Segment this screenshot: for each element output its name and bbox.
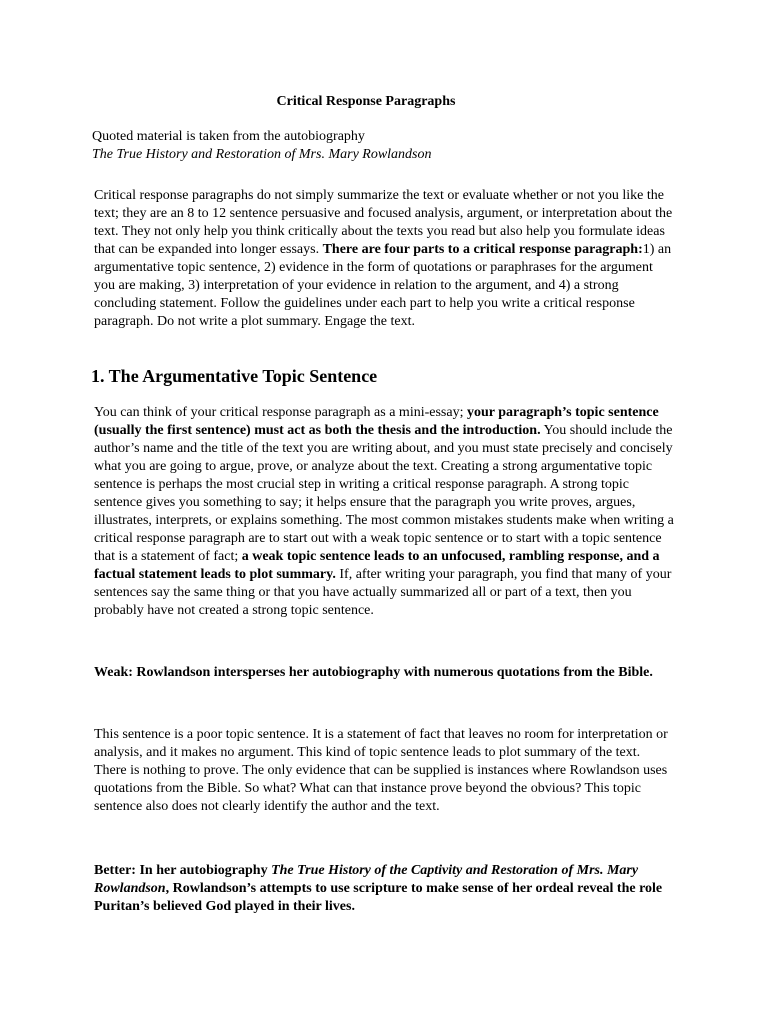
weak-explanation-paragraph: This sentence is a poor topic sentence. It is a statement of fact that leaves no room for interpretation or analysis, and it makes no argument. This kind of topic sentence leads to plot summary of the text. There is nothing to prove. The only evidence that can be supplied is instances where Rowlandson uses quotations from the Bible. So what? What can that instance prove beyond the obvious? This topic sentence also does not clearly identify the author and the text. (94, 727, 668, 814)
document-title: Critical Response Paragraphs (276, 94, 456, 109)
source-note-line: Quoted material is taken from the autobiography (92, 129, 365, 144)
intro-paragraph (94, 187, 674, 331)
intro-bold-text: There are four parts to a critical response paragraph: (322, 242, 643, 257)
topic-text-continued: You should include the author’s name and the title of the text you are writing about, and you must state precisely and concisely what you are going to argue, prove, or analyze about the text. Creating a strong argumentative topic sentence is perhaps the most crucial step in writing a critical response paragraph. A strong topic sentence gives you something to say; it helps ensure that the paragraph you write proves, argues, illustrates, interprets, or explains something. The most common mistakes students make when writing a critical response paragraph are to start out with a weak topic sentence or to start with a topic sentence that is a statement of fact; (94, 423, 674, 564)
better-text: Better: In her autobiography (94, 863, 272, 878)
topic-sentence-paragraph (94, 404, 674, 620)
weak-example: Weak: Rowlandson intersperses her autobiography with numerous quotations from the Bible. (94, 665, 653, 680)
intro-text: Critical response paragraphs do not simply summarize the text or evaluate whether or not you like the text; they are an 8 to 12 sentence persuasive and focused analysis, argument, or interpretation about the text. They not only help you think critically about the texts you read but also help you formulate ideas that can be expanded into longer essays. (94, 188, 673, 257)
topic-text-end: If, after writing your paragraph, you find that many of your sentences say the same thing or that you have actually summarized all or part of a text, then you probably have not created a strong topic sentence. (94, 567, 672, 618)
source-note (92, 128, 692, 164)
better-example (94, 862, 674, 916)
intro-text-continued: 1) an argumentative topic sentence, 2) evidence in the form of quotations or paraphrases for the argument you are making, 3) interpretation of your evidence in relation to the argument, and 4) a strong concluding statement. Follow the guidelines under each part to help you write a critical response paragraph. Do not write a plot summary. Engage the text. (94, 242, 672, 329)
section-heading: 1. The Argumentative Topic Sentence (91, 366, 378, 386)
source-book-title: The True History and Restoration of Mrs. Mary Rowlandson (92, 147, 432, 162)
topic-bold-text-2: a weak topic sentence leads to an unfocused, rambling response, and a factual statement leads to plot summary. (94, 549, 660, 582)
topic-bold-text: your paragraph’s topic sentence (usually the first sentence) must act as both the thesis and the introduction. (94, 405, 659, 438)
topic-text: You can think of your critical response paragraph as a mini-essay; (94, 405, 467, 420)
better-book-title: The True History of the Captivity and Restoration of Mrs. Mary Rowlandson (94, 863, 639, 896)
better-text-continued: , Rowlandson’s attempts to use scripture to make sense of her ordeal reveal the role Puritan’s believed God played in their lives. (94, 881, 663, 914)
